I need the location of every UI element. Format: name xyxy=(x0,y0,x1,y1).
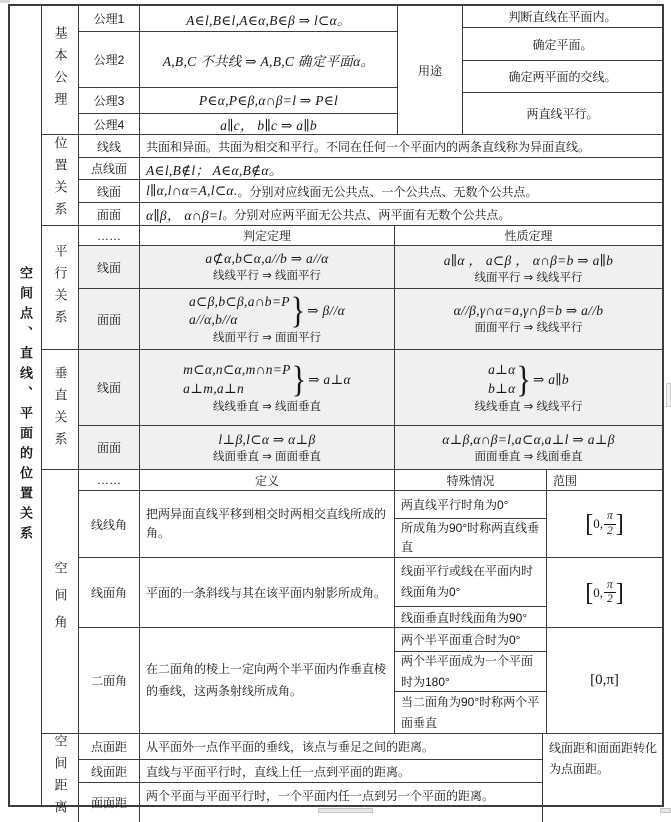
axiom-2-formula: A,B,C 不共线 ⇒ A,B,C 确定平面α。 xyxy=(139,32,397,87)
position-1-label: 线线 xyxy=(96,139,121,154)
brace-glyph: } xyxy=(291,358,307,400)
section-label-parallel: 平行关系 xyxy=(52,243,68,332)
brace-glyph: } xyxy=(516,358,531,400)
page-artifact xyxy=(666,383,671,407)
distance-1-text: 从平面外一点作平面的垂线，该点与垂足之间的距离。 xyxy=(139,734,542,759)
axiom-1-formula: A∈l,B∈l,A∈α,B∈β ⇒ l⊂α。 xyxy=(139,6,397,31)
fraction xyxy=(604,510,616,537)
case-item: 两个半平面重合时为0° xyxy=(401,633,521,648)
axiom-2-label: 公理2 xyxy=(93,53,125,67)
parallel-pp-judge-caption: 线面平行 ⇒ 面面平行 xyxy=(212,332,322,345)
parallel-pp-prop-caption: 面面平行 ⇒ 线线平行 xyxy=(474,322,583,334)
range-lo: 0, xyxy=(593,516,603,532)
position-4-label: 面面 xyxy=(96,207,121,222)
axioms-left xyxy=(79,6,397,134)
distance-row xyxy=(79,734,542,759)
section-label-distance: 空间距离 xyxy=(52,734,68,822)
position-1-content xyxy=(139,135,662,157)
table-main xyxy=(41,6,662,822)
lpa-label: 线面角 xyxy=(90,586,127,601)
geometry-summary-table xyxy=(8,4,664,822)
da-label: 二面角 xyxy=(90,674,127,689)
angles-header xyxy=(79,470,662,490)
perpendicular-body xyxy=(78,350,662,469)
section-label-axioms: 基本公理 xyxy=(52,26,68,114)
system-result: ⇒ β//α xyxy=(307,303,346,318)
perp-lp-judge-caption: 线线垂直 ⇒ 线面垂直 xyxy=(212,400,322,413)
lla-label: 线线角 xyxy=(90,517,127,532)
use-header-cell: 用途 xyxy=(397,6,462,134)
da-range xyxy=(546,628,662,733)
system-premises xyxy=(183,361,291,397)
premise-line: m⊂α,n⊂α,m∩n=P xyxy=(183,362,291,378)
lpa-definition: 平面的一条斜线与其在该平面内射影所成角。 xyxy=(139,558,394,627)
perp-lp-judge-system xyxy=(183,358,351,400)
da-cases xyxy=(394,628,546,733)
position-3-label: 线面 xyxy=(96,184,121,199)
position-3-formula: l∥α,l∩α=A,l⊂α. xyxy=(146,183,238,198)
brace-glyph: } xyxy=(290,289,306,331)
perp-pp-prop-formula: α⊥β,α∩β=l,a⊂α,a⊥l ⇒ a⊥β xyxy=(442,431,615,447)
line-plane-angle-row xyxy=(79,557,662,627)
perp-pp-label: 面面 xyxy=(96,441,121,455)
case-item: 所成角为90°时称两直线垂直 xyxy=(395,518,546,557)
range-interval xyxy=(585,579,624,606)
system-result: ⇒ a∥b xyxy=(532,371,569,387)
judge-theorem-header: 判定定理 xyxy=(139,226,394,245)
section-label-angles: 空间角 xyxy=(52,561,68,643)
position-4-text: 。分别对应两平面无公共点、两平面有无数个公共点。 xyxy=(222,207,511,222)
premise-line: b⊥α xyxy=(488,380,516,396)
lpa-range xyxy=(546,558,662,627)
perp-lp-judge xyxy=(139,350,394,425)
axiom-row xyxy=(79,87,397,113)
line-line-angle-row xyxy=(79,490,662,557)
parallel-lp-prop-formula: a∥α ， a⊂β ， α∩β=b ⇒ a∥b xyxy=(443,253,614,268)
lpa-cases xyxy=(394,558,546,627)
dihedral-angle-row xyxy=(79,627,662,733)
range-interval: [0,π] xyxy=(590,672,619,689)
parallel-plane-plane-row xyxy=(79,288,662,349)
axioms-uses xyxy=(462,6,662,134)
parallel-lp-judge-caption: 线线平行 ⇒ 线面平行 xyxy=(212,270,322,282)
axiom-3-formula: P∈α,P∈β,α∩β=l ⇒ P∈l xyxy=(139,88,397,113)
use-item: 判断直线在平面内。 xyxy=(508,10,617,24)
bracket-open: [ xyxy=(585,579,594,607)
distance-note: 线面距和面面距转化为点面距。 xyxy=(542,734,662,822)
system-premises xyxy=(488,361,515,397)
section-angles xyxy=(42,469,662,733)
bracket-close: ] xyxy=(615,579,624,607)
section-position xyxy=(42,134,662,225)
range-interval xyxy=(585,510,624,537)
perp-pp-judge-formula: l⊥β,l⊂α ⇒ α⊥β xyxy=(218,431,316,447)
parallel-pp-judge-system xyxy=(188,289,346,331)
case-item: 线面垂直时线面角为90° xyxy=(395,606,546,627)
angles-header-dots: …… xyxy=(97,473,121,487)
axiom-row xyxy=(79,113,397,134)
parallel-pp-label: 面面 xyxy=(96,312,121,327)
position-4-formula: α∥β， α∩β=l xyxy=(146,208,223,223)
parallel-pp-judge xyxy=(139,289,394,349)
premise-line: a⊥α xyxy=(488,362,516,378)
distance-2-label: 线面距 xyxy=(90,764,127,779)
axiom-row xyxy=(79,31,397,87)
axiom-1-label: 公理1 xyxy=(93,12,125,26)
case-item: 两个半平面成为一个平面时为180° xyxy=(395,651,546,691)
perpendicular-plane-plane-row xyxy=(79,425,662,469)
use-item: 两直线平行。 xyxy=(463,92,662,134)
distance-row xyxy=(79,782,542,822)
position-2-label: 点线面 xyxy=(90,162,127,176)
section-axioms xyxy=(42,6,662,134)
position-1-text: 共面和异面。共面为相交和平行。不同在任何一个平面内的两条直线称为异面直线。 xyxy=(146,139,591,154)
parallel-header xyxy=(79,226,662,245)
section-label-position: 位置关系 xyxy=(52,136,68,224)
distance-1-label: 点面距 xyxy=(90,740,127,755)
position-row xyxy=(79,179,662,202)
fraction-denominator: 2 xyxy=(606,593,613,606)
distance-3-text: 两个平面与平面平行时，一个平面内任一点到另一个平面的距离。 xyxy=(139,783,542,822)
parallel-line-plane-row xyxy=(79,245,662,288)
position-3-text: 。分别对应线面无公共点、一个公共点、无数个公共点。 xyxy=(237,184,538,199)
perp-pp-property xyxy=(394,426,662,469)
position-2-content xyxy=(139,158,662,179)
perp-lp-property xyxy=(394,350,662,425)
parallel-header-dots: …… xyxy=(97,228,121,243)
premise-line: a⊂β,b⊂β,a∩b=P xyxy=(188,293,290,309)
perp-pp-judge-caption: 线面垂直 ⇒ 面面垂直 xyxy=(212,450,322,463)
system-result: ⇒ a⊥α xyxy=(308,371,351,387)
bracket-close: ] xyxy=(615,510,624,538)
case-item: 线面平行或线在平面内时线面角为0° xyxy=(401,563,534,600)
perp-lp-prop-system xyxy=(488,358,569,400)
premise-line: a//α,b//α xyxy=(188,312,238,327)
section-label-perpendicular: 垂直关系 xyxy=(52,365,68,454)
bracket-open: [ xyxy=(585,510,594,538)
parallel-lp-property xyxy=(394,246,662,288)
premise-line: a⊥m,a⊥n xyxy=(183,380,245,396)
lla-cases xyxy=(394,491,546,557)
use-item: 确定平面。 xyxy=(463,27,662,60)
fraction-numerator: π xyxy=(604,579,616,593)
position-body xyxy=(78,135,662,225)
axiom-4-label: 公理4 xyxy=(93,117,125,132)
distance-row xyxy=(79,759,542,782)
case-item: 两直线平行时角为0° xyxy=(401,498,509,512)
use-item: 确定两平面的交线。 xyxy=(463,60,662,92)
fraction-numerator: π xyxy=(604,510,616,524)
distance-3-label: 面面距 xyxy=(90,796,127,811)
position-3-content xyxy=(139,180,662,202)
section-parallel xyxy=(42,225,662,349)
axiom-row xyxy=(79,6,397,31)
section-perpendicular xyxy=(42,349,662,469)
axiom-4-formula: a∥c， b∥c ⇒ a∥b xyxy=(139,114,397,134)
parallel-body xyxy=(78,226,662,349)
lla-definition: 把两异面直线平移到相交时两相交直线所成的角。 xyxy=(139,491,394,557)
lla-range xyxy=(546,491,662,557)
system-premises xyxy=(189,293,290,329)
fraction xyxy=(604,579,616,606)
case-item: 当二面角为90°时称两个平面垂直 xyxy=(395,691,546,733)
definition-header: 定义 xyxy=(139,470,394,490)
position-4-content xyxy=(139,203,662,225)
perp-lp-prop-caption: 线线垂直 ⇒ 线线平行 xyxy=(474,400,583,413)
parallel-lp-prop-caption: 线面平行 ⇒ 线线平行 xyxy=(474,272,583,284)
angles-body xyxy=(78,470,662,733)
position-row xyxy=(79,202,662,225)
fraction-denominator: 2 xyxy=(606,524,613,537)
perp-pp-prop-caption: 面面垂直 ⇒ 线面垂直 xyxy=(474,450,583,463)
range-lo: 0, xyxy=(593,584,603,600)
page-title: 空间点、直线、平面的位置关系 xyxy=(18,265,33,546)
parallel-lp-label: 线面 xyxy=(96,260,121,275)
distance-rows xyxy=(79,734,542,822)
parallel-pp-prop-formula: α//β,γ∩α=a,γ∩β=b ⇒ a//b xyxy=(453,303,604,318)
parallel-lp-judge xyxy=(139,246,394,288)
position-row xyxy=(79,157,662,179)
perp-lp-label: 线面 xyxy=(96,381,121,395)
page-artifact xyxy=(0,0,10,3)
perpendicular-line-plane-row xyxy=(79,350,662,425)
range-header: 范围 xyxy=(546,470,662,490)
position-row xyxy=(79,135,662,157)
page-artifact xyxy=(318,808,373,813)
da-definition: 在二面角的棱上一定向两个半平面内作垂直棱的垂线，这两条射线所成角。 xyxy=(139,628,394,733)
position-2-formula: A∈l,B∉l； A∈α,B∉α。 xyxy=(146,162,283,178)
page-artifact xyxy=(660,808,671,813)
axioms-body xyxy=(78,6,662,134)
parallel-pp-property xyxy=(394,289,662,349)
perp-pp-judge xyxy=(139,426,394,469)
special-case-header: 特殊情况 xyxy=(394,470,546,490)
parallel-lp-judge-formula: a⊄α,b⊂α,a//b ⇒ a//α xyxy=(205,251,329,266)
property-theorem-header: 性质定理 xyxy=(394,226,662,245)
distance-2-text: 直线与平面平行时，直线上任一点到平面的距离。 xyxy=(139,760,542,782)
axiom-3-label: 公理3 xyxy=(93,94,125,108)
